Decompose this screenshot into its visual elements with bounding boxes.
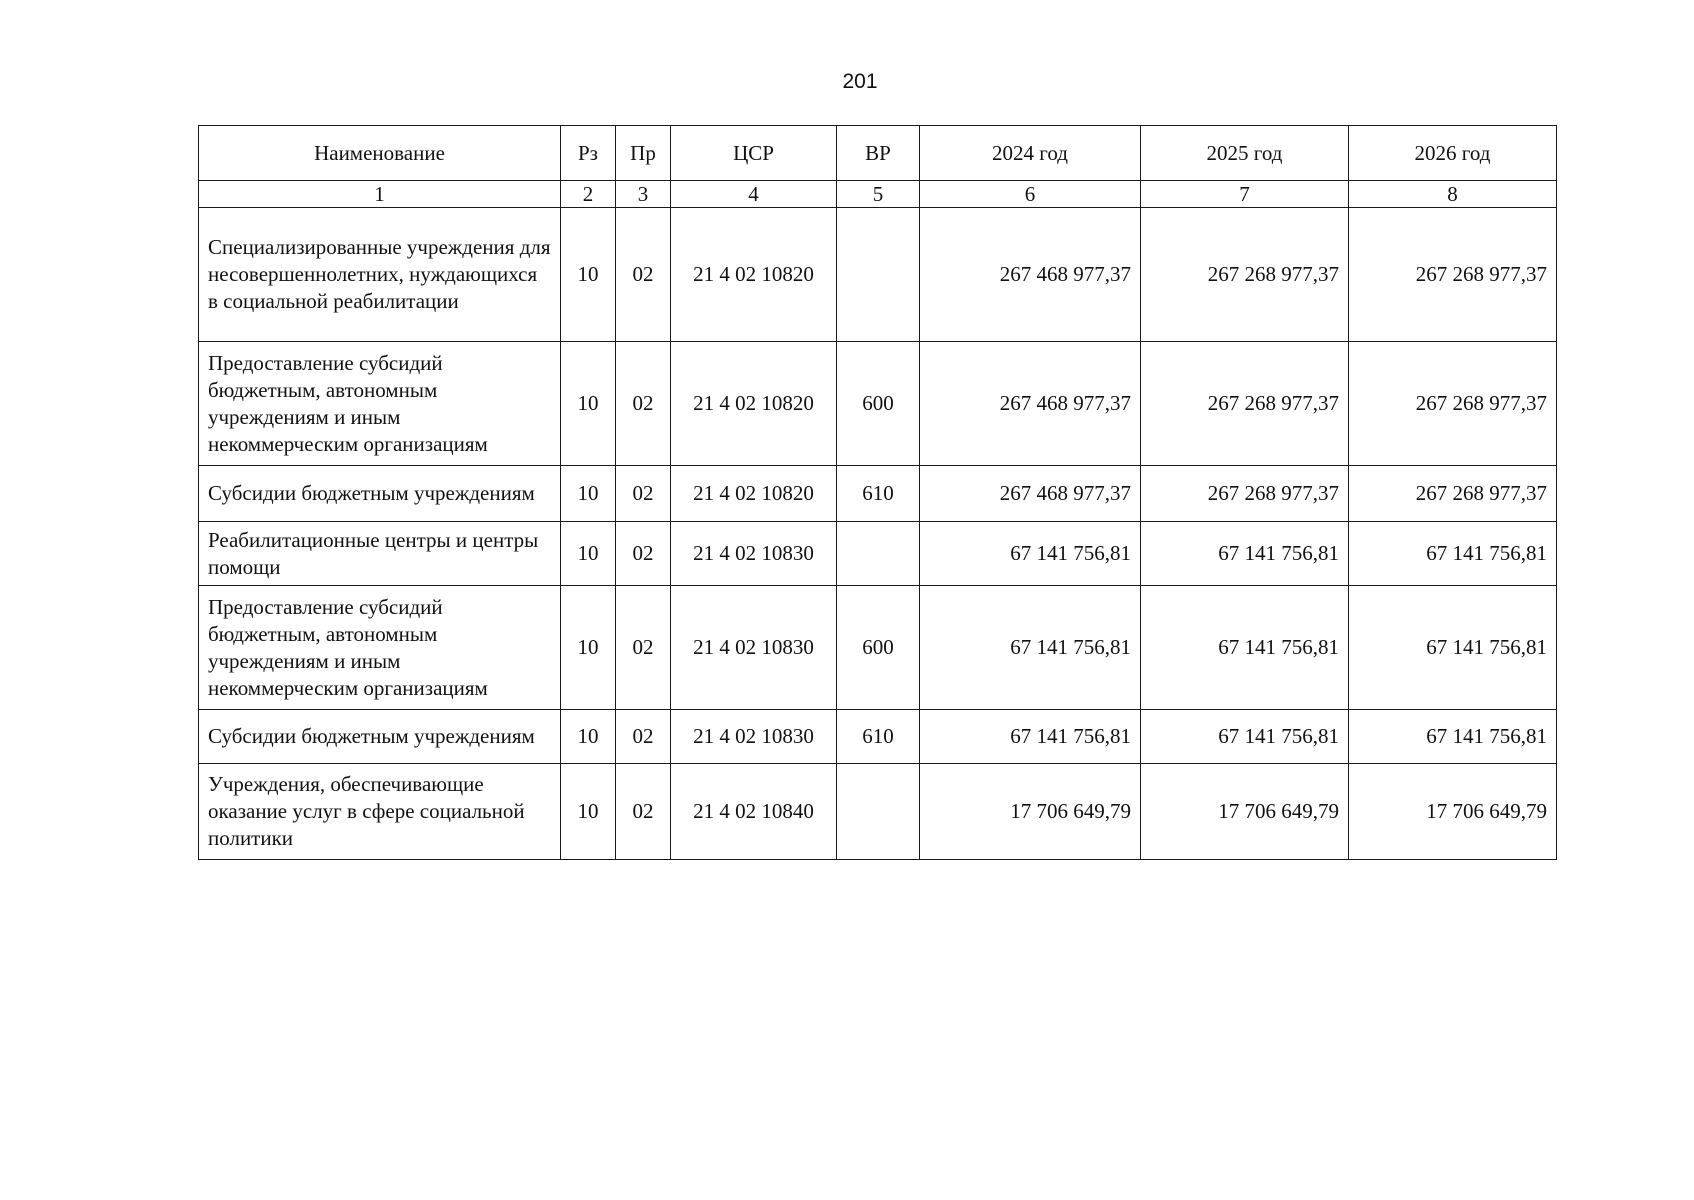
row-amount-2024: 67 141 756,81 xyxy=(920,710,1141,764)
header-2025: 2025 год xyxy=(1141,126,1349,181)
row-csr: 21 4 02 10830 xyxy=(671,586,837,710)
page-number: 201 xyxy=(842,70,878,93)
column-number-row xyxy=(199,181,1557,208)
row-csr: 21 4 02 10820 xyxy=(671,466,837,522)
row-amount-2024: 67 141 756,81 xyxy=(920,522,1141,586)
row-name: Субсидии бюджетным учреждениям xyxy=(199,710,561,764)
row-name: Предоставление субсидий бюджетным, автономным учреждениям и иным некоммерческим организациям xyxy=(199,342,561,466)
row-csr: 21 4 02 10830 xyxy=(671,710,837,764)
row-name: Предоставление субсидий бюджетным, автономным учреждениям и иным некоммерческим организациям xyxy=(199,586,561,710)
column-number: 8 xyxy=(1349,181,1557,208)
row-amount-2025: 267 268 977,37 xyxy=(1141,342,1349,466)
row-amount-2025: 67 141 756,81 xyxy=(1141,710,1349,764)
row-amount-2025: 67 141 756,81 xyxy=(1141,586,1349,710)
row-amount-2024: 267 468 977,37 xyxy=(920,208,1141,342)
row-pr: 02 xyxy=(616,466,671,522)
column-number: 3 xyxy=(616,181,671,208)
row-pr: 02 xyxy=(616,710,671,764)
row-csr: 21 4 02 10830 xyxy=(671,522,837,586)
row-amount-2024: 67 141 756,81 xyxy=(920,586,1141,710)
row-rz: 10 xyxy=(561,208,616,342)
column-number: 7 xyxy=(1141,181,1349,208)
column-number: 2 xyxy=(561,181,616,208)
table-row xyxy=(199,764,1557,860)
header-2024: 2024 год xyxy=(920,126,1141,181)
row-name: Учреждения, обеспечивающие оказание услуг в сфере социальной политики xyxy=(199,764,561,860)
row-amount-2024: 17 706 649,79 xyxy=(920,764,1141,860)
header-csr: ЦСР xyxy=(671,126,837,181)
row-amount-2026: 267 268 977,37 xyxy=(1349,466,1557,522)
header-pr: Пр xyxy=(616,126,671,181)
table-row xyxy=(199,208,1557,342)
row-csr: 21 4 02 10820 xyxy=(671,208,837,342)
row-amount-2026: 67 141 756,81 xyxy=(1349,522,1557,586)
row-amount-2026: 267 268 977,37 xyxy=(1349,342,1557,466)
column-number: 4 xyxy=(671,181,837,208)
row-pr: 02 xyxy=(616,522,671,586)
header-row xyxy=(199,126,1557,181)
header-vr: ВР xyxy=(837,126,920,181)
row-vr xyxy=(837,522,920,586)
row-amount-2026: 17 706 649,79 xyxy=(1349,764,1557,860)
row-name: Субсидии бюджетным учреждениям xyxy=(199,466,561,522)
row-vr: 610 xyxy=(837,710,920,764)
budget-table xyxy=(198,125,1557,860)
row-csr: 21 4 02 10820 xyxy=(671,342,837,466)
row-rz: 10 xyxy=(561,710,616,764)
row-vr xyxy=(837,208,920,342)
row-rz: 10 xyxy=(561,586,616,710)
column-number: 5 xyxy=(837,181,920,208)
row-amount-2024: 267 468 977,37 xyxy=(920,342,1141,466)
row-amount-2026: 67 141 756,81 xyxy=(1349,710,1557,764)
row-rz: 10 xyxy=(561,764,616,860)
header-rz: Рз xyxy=(561,126,616,181)
table-row xyxy=(199,522,1557,586)
row-amount-2024: 267 468 977,37 xyxy=(920,466,1141,522)
table-row xyxy=(199,342,1557,466)
row-amount-2025: 267 268 977,37 xyxy=(1141,466,1349,522)
column-number: 1 xyxy=(199,181,561,208)
row-rz: 10 xyxy=(561,342,616,466)
row-amount-2026: 267 268 977,37 xyxy=(1349,208,1557,342)
header-name: Наименование xyxy=(199,126,561,181)
row-amount-2026: 67 141 756,81 xyxy=(1349,586,1557,710)
table-row xyxy=(199,466,1557,522)
row-pr: 02 xyxy=(616,586,671,710)
row-amount-2025: 267 268 977,37 xyxy=(1141,208,1349,342)
row-amount-2025: 17 706 649,79 xyxy=(1141,764,1349,860)
row-pr: 02 xyxy=(616,764,671,860)
row-vr: 600 xyxy=(837,586,920,710)
row-vr xyxy=(837,764,920,860)
row-pr: 02 xyxy=(616,208,671,342)
table-row xyxy=(199,586,1557,710)
row-rz: 10 xyxy=(561,522,616,586)
row-rz: 10 xyxy=(561,466,616,522)
row-amount-2025: 67 141 756,81 xyxy=(1141,522,1349,586)
row-name: Реабилитационные центры и центры помощи xyxy=(199,522,561,586)
table-row xyxy=(199,710,1557,764)
header-2026: 2026 год xyxy=(1349,126,1557,181)
column-number: 6 xyxy=(920,181,1141,208)
row-vr: 610 xyxy=(837,466,920,522)
row-name: Специализированные учреждения для несовершеннолетних, нуждающихся в социальной реабилитации xyxy=(199,208,561,342)
row-csr: 21 4 02 10840 xyxy=(671,764,837,860)
row-pr: 02 xyxy=(616,342,671,466)
row-vr: 600 xyxy=(837,342,920,466)
